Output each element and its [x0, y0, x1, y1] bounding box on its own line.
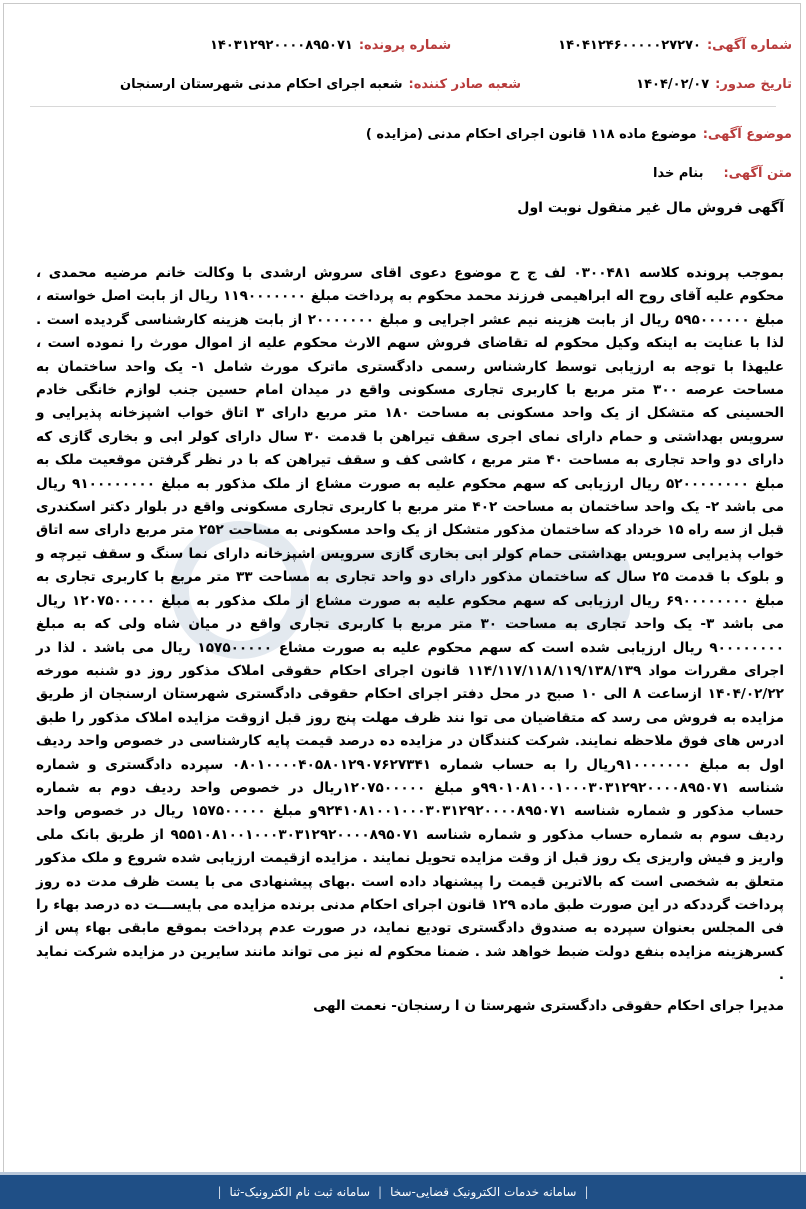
text-value: بنام خدا [653, 165, 704, 181]
issue-date-value: ۱۴۰۴/۰۲/۰۷ [636, 76, 710, 92]
ad-body-paragraph: بموجب پرونده کلاسه ۰۳۰۰۴۸۱ لف ج ح موضوع دعوی اقای سروش ارشدی با وکالت خانم مرضیه محمدی ، محکوم علیه آقای روح اله ابراهیمی فرزند محمد محکوم به پرداخت مبلغ ۱۱۹۰۰۰۰۰۰۰ ریال از بابت اصل خواسته ، مبلغ ۵۹۵۰۰۰۰۰۰ ریال از بابت هزینه نیم عشر اجرایی و مبلغ ۲۰۰۰۰۰۰۰ از بابت هزینه کارشناسی گردیده است . لذا با عنایت به اینکه وکیل محکوم له تقاضای فروش سهم الارث محکوم علیه از اموال مورث را نموده است ، علیهذا با توجه به ارزیابی توسط کارشناس رسمی دادگستری ماترک مورث شامل ۱- یک واحد ساختمان به مساحت عرصه ۳۰۰ متر مربع با کاربری تجاری مسکونی واقع در میدان امام حسین جنب لوازم خانگی خادم الحسینی که متشکل از یک واحد مسکونی به مساحت ۱۸۰ متر مربع دارای ۳ اتاق خواب اشپزخانه پذیرایی و سرویس بهداشتی و حمام دارای نمای اجری سقف تیراهن با قدمت ۳۰ سال دارای کولر ابی و بخاری گازی که دارای دو واحد تجاری به مساحت ۴۰ متر مربع ، کاشی کف و سقف تیراهن که با در نظر گرفتن موقعیت ملک به مبلغ ۵۲۰۰۰۰۰۰۰۰ ریال ارزیابی که سهم محکوم علیه به صورت مشاع از ملک مذکور به مبلغ ۹۱۰۰۰۰۰۰۰۰ ریال می باشد ۲- یک واحد ساختمان به مساحت ۴۰۲ متر مربع با کاربری تجاری مسکونی واقع در بلوار دکتر اسکندری قبل از سه راه ۱۵ خرداد که ساختمان مذکور متشکل از یک واحد مسکونی به مساحت ۲۵۲ متر مربع دارای سه اتاق خواب پذیرایی سرویس بهداشتی حمام کولر ابی بخاری گازی سرویس اشپزخانه دارای نما سنگ و سقف تیرچه و و بلوک با قدمت ۲۵ سال که ساختمان مذکور دارای دو واحد تجاری به مساحت ۳۳ متر مربع با کاربری تجاری به مبلغ ۶۹۰۰۰۰۰۰۰۰ ریال ارزیابی که سهم محکوم علیه به صورت مشاع از ملک مذکور به مبلغ ۱۲۰۷۵۰۰۰۰۰ ریال می باشد ۳- یک واحد تجاری به مساحت ۳۰ متر مربع با کاربری تجاری واقع در میان شاه ولی که به مبلغ ۹۰۰۰۰۰۰۰۰ ریال ارزیابی شده است که سهم محکوم علیه به صورت مشاع ۱۵۷۵۰۰۰۰۰ ریال می باشد . لذا در اجرای مقررات مواد ۱۱۴/۱۱۷/۱۱۸/۱۱۹/۱۳۸/۱۳۹ قانون اجرای احکام حقوقی املاک مذکور روز دو شنبه مورخه ۱۴۰۴/۰۲/۲۲ ازساعت ۸ الی ۱۰ صبح در محل دفتر اجرای احکام حقوقی دادگستری شهرستان ارسنجان از طریق مزایده به فروش می رسد که متقاضیان می توا نند ظرف مهلت پنج روز قبل ازوقت مزایده املاک مذکور را طبق ادرس های فوق ملاحظه نمایند. شرکت کنندگان در مزایده ده درصد قیمت پایه کارشناسی در خصوص واحد ردیف اول به مبلغ ۹۱۰۰۰۰۰۰۰ریال را به حساب شماره ۰۸۰۱۰۰۰۰۴۰۵۸۰۱۲۹۰۷۶۲۷۳۴۱ سپرده دادگستری و شماره شناسه ۹۹۰۱۰۸۱۰۰۱۰۰۰۳۰۳۱۲۹۲۰۰۰۰۸۹۵۰۷۱و مبلغ ۱۲۰۷۵۰۰۰۰۰ریال در خصوص واحد ردیف دوم به شماره حساب مذکور و شماره شناسه ۹۲۴۱۰۸۱۰۰۱۰۰۰۳۰۳۱۲۹۲۰۰۰۰۸۹۵۰۷۱و مبلغ ۱۵۷۵۰۰۰۰۰ ریال در خصوص واحد ردیف سوم به شماره حساب مذکور و شماره شناسه ۹۵۵۱۰۸۱۰۰۱۰۰۰۳۰۳۱۲۹۲۰۰۰۰۸۹۵۰۷۱ از طریق بانک ملی واریز و فیش واریزی یک روز قبل از وقت مزایده تحویل نمایند . مزایده ازقیمت ارزیابی شده شروع و ملک مذکور متعلق به شخصی است که بالاترین قیمت را پیشنهاد داده است .بهای پیشنهادی می با یست ظرف مدت ده روز پرداخت گرددکه در این صورت طبق ماده ۱۲۹ قانون اجرای احکام مدنی برنده مزایده می بایســـت ده درصد بهاء را فی المجلس بعنوان سپرده به صندوق دادگستری تودیع نماید، در صورت عدم پرداخت بموقع مابقی بهاء پس از کسرهزینه مزایده بنفع دولت ضبط خواهد شد . ضمنا محکوم له نیز می تواند مانند سایرین در مزایده شرکت نماید . [36, 265, 785, 984]
text-row [653, 161, 792, 185]
header-divider [30, 106, 776, 107]
subject-value: موضوع ماده ۱۱۸ قانون اجرای احکام مدنی (مزایده ) [365, 126, 697, 142]
issue-date-row [636, 72, 792, 96]
ad-number-value: ۱۴۰۴۱۲۴۶۰۰۰۰۰۲۷۲۷۰ [558, 37, 701, 53]
subject-row [366, 122, 792, 146]
ad-number-row [558, 33, 792, 57]
footer-separator-right: | [217, 1185, 222, 1199]
ad-number-label: شماره آگهی: [706, 37, 792, 53]
footer-bar [0, 1172, 806, 1209]
issue-date-label: تاریخ صدور: [715, 76, 792, 92]
case-number-label: شماره پرونده: [358, 37, 452, 53]
footer-link-sakha[interactable]: سامانه خدمات الکترونیک قضایی-سخا [390, 1185, 577, 1199]
footer-separator-left: | [584, 1185, 589, 1199]
issuer-value: شعبه اجرای احکام مدنی شهرستان ارسنجان [120, 76, 403, 92]
case-number-row [210, 33, 451, 57]
signature-line: مدیرا جرای احکام حقوقی دادگستری شهرستا ن ا رسنجان- نعمت الهی [313, 998, 784, 1014]
footer-separator-mid: | [378, 1185, 383, 1199]
ad-title: آگهی فروش مال غیر منقول نوبت اول [517, 200, 784, 216]
issuer-row [120, 72, 521, 96]
ad-title-row [517, 196, 784, 220]
text-label: متن آگهی: [723, 165, 792, 181]
footer-link-sana[interactable]: سامانه ثبت نام الکترونیک-ثنا [229, 1185, 371, 1199]
case-number-value: ۱۴۰۳۱۲۹۲۰۰۰۰۸۹۵۰۷۱ [210, 37, 353, 53]
subject-label: موضوع آگهی: [702, 126, 792, 142]
issuer-label: شعبه صادر کننده: [408, 76, 522, 92]
